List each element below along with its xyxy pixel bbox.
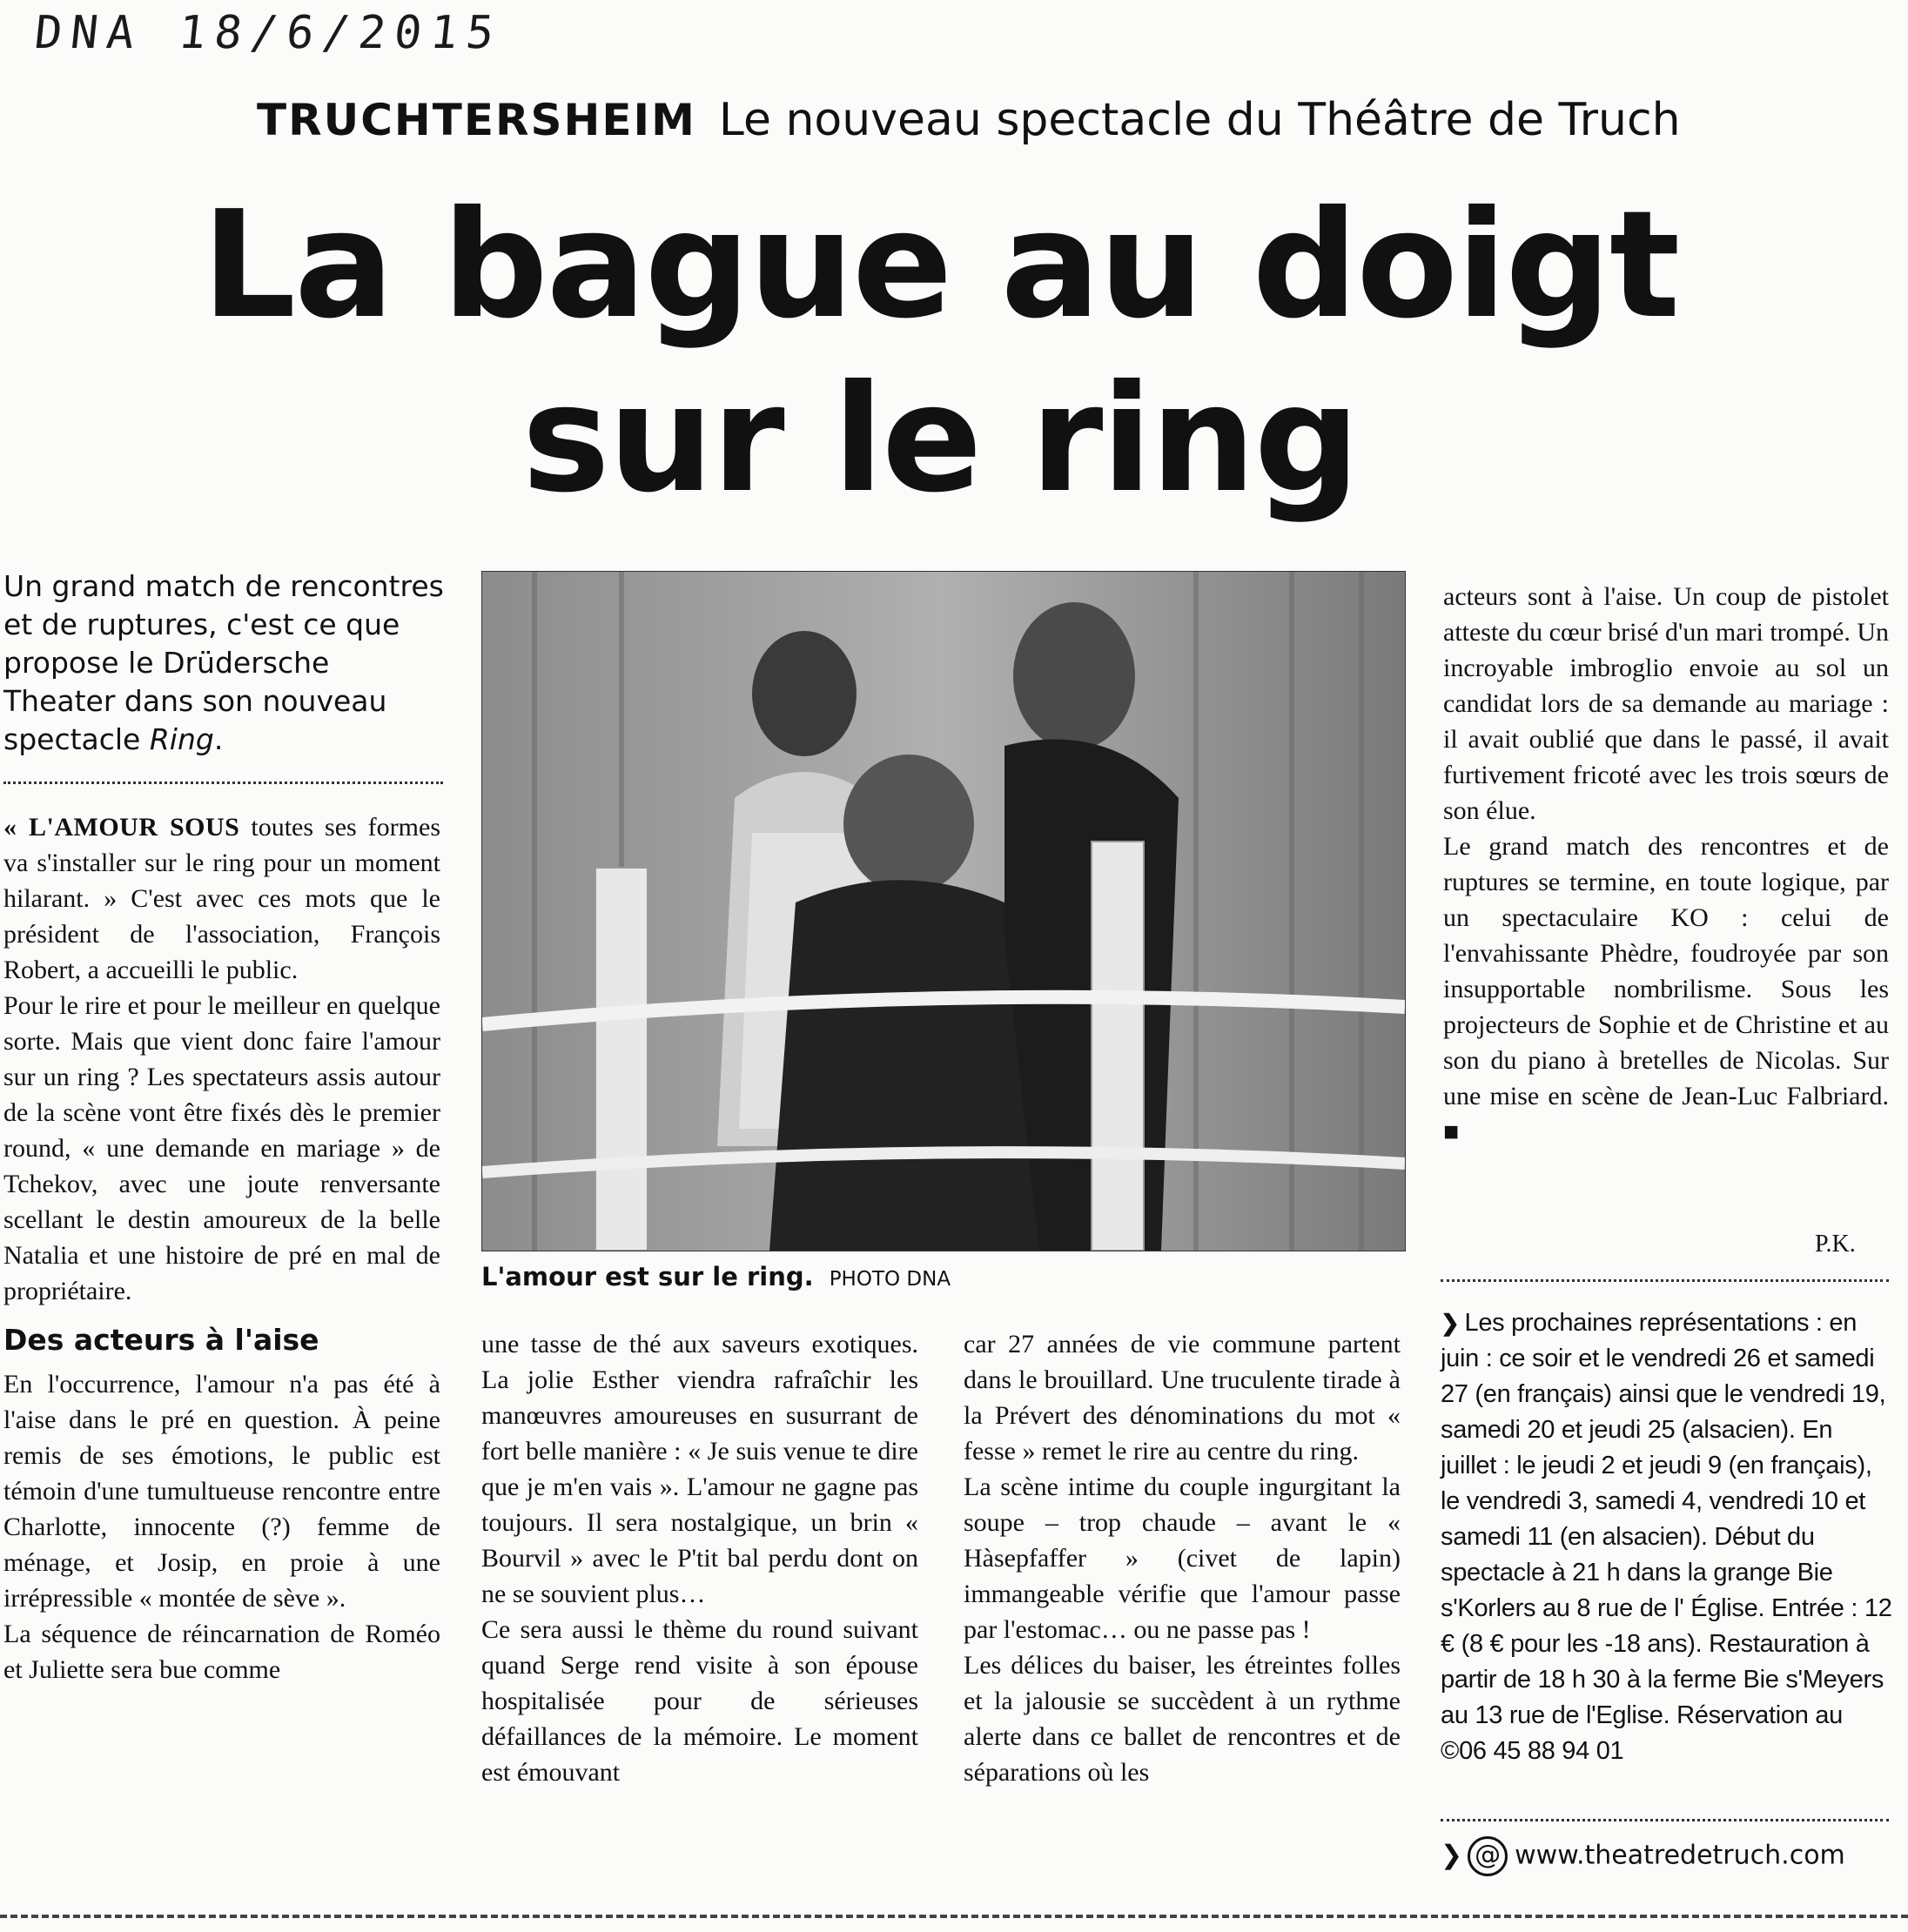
column-2-paragraph-1: une tasse de thé aux saveurs exotiques. La jolie Esther viendra rafraîchir les manœuvres amoureuses en susurrant de fort belle manière : « Je suis venue te dire que je m'en vais ». L'amour ne gagne pas toujours. Il sera nostalgique, un brin « Bourvil » avec le P'tit bal perdu dont on ne se souvient plus… (481, 1330, 918, 1608)
page-bottom-rule (0, 1915, 1908, 1918)
infobox-text: Les prochaines représentations : en juin : ce soir et le vendredi 26 et samedi 27 (en français) ainsi que le vendredi 19, samedi 20 et jeudi 25 (alsacien). En juillet : le jeudi 2 et jeudi 9 (en français), le vendredi 3, samedi 4, vendredi 10 et samedi 11 (en alsacien). Début du spectacle à 21 h dans la grange Bie s'Korlers au 8 rue de l' Église. Entrée : 12 € (8 € pour les -18 ans). Restauration à partir de 18 h 30 à la ferme Bie s'Meyers au 13 rue de l'Eglise. Réservation au ©06 45 88 94 01 (1441, 1309, 1892, 1765)
column-3-paragraph-3: Les délices du baiser, les étreintes folles et la jalousie se succèdent à un rythme alerte dans ce ballet de rencontres et de séparations où les (964, 1651, 1401, 1787)
column-2-paragraph-2: Ce sera aussi le thème du round suivant quand Serge rend visite à son épouse hospitalisée pour de sérieuses défaillances de la mémoire. Le moment est émouvant (481, 1615, 918, 1787)
headline (87, 178, 1793, 527)
photo-caption (481, 1262, 951, 1291)
section-subhead: Des acteurs à l'aise (3, 1323, 319, 1357)
column-1-paragraph-2: Pour le rire et pour le meilleur en quelque sorte. Mais que vient donc faire l'amour sur un ring ? Les spectateurs assis autour de la scène vont être fixés dès le premier round, « une demande en mariage » de Tchekov, avec une joute renversante scellant le destin amoureux de la belle Natalia et une histoire de pré en mal de propriétaire. (3, 991, 440, 1305)
article-column-4 (1443, 579, 1889, 1150)
standfirst-divider (3, 782, 443, 784)
info-arrow-icon: ❯ (1441, 1310, 1460, 1336)
column-1-paragraph-4: La séquence de réincarnation de Roméo et Juliette sera bue comme (3, 1620, 440, 1684)
column-4-paragraph-1: acteurs sont à l'aise. Un coup de pistolet atteste du cœur brisé d'un mari trompé. Un incroyable imbroglio envoie au sol un candidat lors de sa demande au mariage : il avait oublié que dans le passé, il avait furtivement fricoté avec les trois sœurs de son élue. (1443, 582, 1889, 825)
standfirst-text: Un grand match de rencontres et de ruptures, c'est ce que propose le Drüdersche Theater dans son nouveau spectacle (3, 569, 444, 756)
headline-line-2: sur le ring (521, 353, 1359, 526)
column-4-paragraph-2 (1443, 828, 1889, 1150)
website-line (1441, 1836, 1845, 1876)
author-signature: P.K. (1815, 1231, 1856, 1258)
website-url[interactable]: www.theatredetruch.com (1515, 1840, 1845, 1871)
infobox-bottom-divider (1441, 1819, 1889, 1821)
standfirst-end: . (213, 722, 224, 756)
lead-caps: « L'AMOUR SOUS (3, 813, 240, 842)
article-column-3 (964, 1326, 1401, 1790)
column-4-paragraph-2-text: Le grand match des rencontres et de ruptures se termine, en toute logique, par un spectaculaire KO : celui de l'envahissante Phèdre, foudroyée par son insupportable nombrilisme. Sous les projecteurs de Sophie et de Christine et au son du piano à bretelles de Nicolas. Sur une mise en scène de Jean-Luc Falbriard. (1443, 832, 1889, 1110)
kicker-place: TRUCHTERSHEIM (257, 95, 696, 145)
article-column-1 (3, 809, 440, 1687)
handwritten-source-note: DNA 18/6/2015 (31, 7, 506, 59)
headline-line-1: La bague au doigt (201, 179, 1679, 352)
column-1-paragraph-1-text: toutes ses formes va s'installer sur le ring pour un moment hilarant. » C'est avec ces mots que le président de l'association, François Robert, a accueilli le public. (3, 813, 440, 984)
article-column-2 (481, 1326, 918, 1790)
standfirst-italic: Ring (149, 722, 214, 756)
caption-text: L'amour est sur le ring. (481, 1262, 814, 1291)
end-of-article-mark: ■ (1443, 1117, 1460, 1146)
stage-photo-illustration (482, 572, 1405, 1251)
photo-credit: PHOTO DNA (829, 1268, 951, 1291)
column-1-paragraph-1 (3, 809, 440, 988)
column-3-paragraph-2: La scène intime du couple ingurgitant la soupe – trop chaude – avant le « Hàsepfaffer » (civet de lapin) immangeable vérifie que l'amour passe par l'estomac… ou ne passe pas ! (964, 1472, 1401, 1644)
article-photo (481, 571, 1406, 1251)
website-arrow-icon: ❯ (1441, 1840, 1463, 1871)
standfirst (3, 567, 447, 759)
kicker-subtitle: Le nouveau spectacle du Théâtre de Truch (718, 94, 1681, 146)
at-sign-icon: @ (1468, 1836, 1508, 1876)
kicker (257, 94, 1737, 146)
column-3-paragraph-1: car 27 années de vie commune partent dans le brouillard. Une truculente tirade à la Prévert des dénominations du mot « fesse » remet le rire au centre du ring. (964, 1330, 1401, 1466)
performances-infobox (1441, 1305, 1893, 1769)
column-1-paragraph-3: En l'occurrence, l'amour n'a pas été à l'aise dans le pré en question. À peine remis de ses émotions, le public est témoin d'une tumultueuse rencontre entre Charlotte, innocente (?) femme de ménage, et Josip, en proie à une irrépressible « montée de sève ». (3, 1370, 440, 1613)
infobox-top-divider (1441, 1279, 1889, 1282)
